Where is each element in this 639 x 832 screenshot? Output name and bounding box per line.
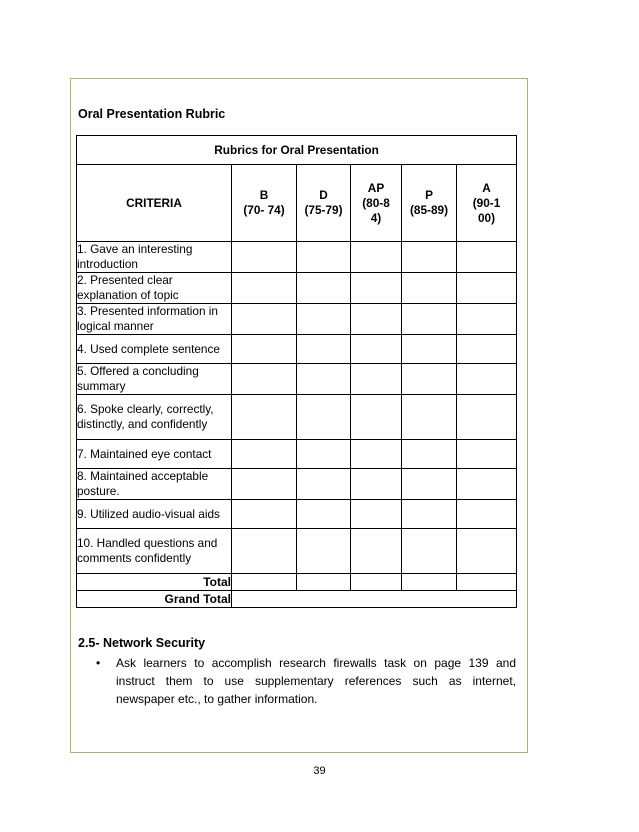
bullet-text: Ask learners to accomplish research firewalls task on page 139 and instruct them to use supplementary references such as internet, newspaper etc., to gather information. xyxy=(116,656,516,706)
score-cell xyxy=(402,500,457,529)
column-header-ap xyxy=(351,165,402,242)
score-cell xyxy=(297,395,351,440)
score-cell xyxy=(402,273,457,304)
score-cell xyxy=(351,395,402,440)
bullet-icon: • xyxy=(96,656,101,670)
column-code: D xyxy=(319,188,328,202)
bullet-item xyxy=(96,654,516,708)
criterion-label: 8. Maintained acceptable posture. xyxy=(77,469,232,500)
score-cell xyxy=(402,469,457,500)
score-cell xyxy=(351,529,402,574)
score-cell xyxy=(351,500,402,529)
score-cell xyxy=(457,364,517,395)
score-cell xyxy=(402,242,457,273)
table-row xyxy=(77,395,517,440)
score-cell xyxy=(457,242,517,273)
page-number: 39 xyxy=(313,765,326,777)
table-caption: Rubrics for Oral Presentation xyxy=(77,136,517,165)
score-cell xyxy=(232,469,297,500)
criterion-label: 3. Presented information in logical manner xyxy=(77,304,232,335)
score-cell xyxy=(297,364,351,395)
score-cell xyxy=(351,242,402,273)
score-cell xyxy=(457,469,517,500)
rubric-table xyxy=(76,135,517,608)
score-cell xyxy=(351,469,402,500)
criterion-label: 7. Maintained eye contact xyxy=(77,440,232,469)
score-cell xyxy=(457,335,517,364)
column-header-b xyxy=(232,165,297,242)
score-cell xyxy=(297,529,351,574)
score-cell xyxy=(297,242,351,273)
score-cell xyxy=(351,304,402,335)
section-heading: Oral Presentation Rubric xyxy=(78,107,226,121)
score-cell xyxy=(232,364,297,395)
score-cell xyxy=(297,500,351,529)
score-cell xyxy=(297,273,351,304)
criterion-label: 9. Utilized audio-visual aids xyxy=(77,500,232,529)
score-cell xyxy=(351,364,402,395)
score-cell xyxy=(457,395,517,440)
score-cell xyxy=(402,574,457,591)
table-row xyxy=(77,335,517,364)
criterion-label: 4. Used complete sentence xyxy=(77,335,232,364)
grand-total-label: Grand Total xyxy=(77,591,232,608)
criterion-label: 5. Offered a concluding summary xyxy=(77,364,232,395)
score-cell xyxy=(297,469,351,500)
score-cell xyxy=(297,335,351,364)
criterion-label: 2. Presented clear explanation of topic xyxy=(77,273,232,304)
score-cell xyxy=(297,574,351,591)
score-cell xyxy=(232,242,297,273)
score-cell xyxy=(457,500,517,529)
score-cell xyxy=(457,273,517,304)
score-cell xyxy=(351,440,402,469)
score-cell xyxy=(232,529,297,574)
score-cell xyxy=(351,273,402,304)
criterion-label: 6. Spoke clearly, correctly, distinctly, and confidently xyxy=(77,395,232,440)
score-cell xyxy=(402,304,457,335)
total-label: Total xyxy=(77,574,232,591)
score-cell xyxy=(402,440,457,469)
table-row xyxy=(77,364,517,395)
column-code: B xyxy=(259,188,269,202)
column-code: AP xyxy=(367,180,385,195)
score-cell xyxy=(232,395,297,440)
score-cell xyxy=(297,304,351,335)
table-row xyxy=(77,304,517,335)
criterion-label: 1. Gave an interesting introduction xyxy=(77,242,232,273)
score-cell xyxy=(457,529,517,574)
column-range: (85-89) xyxy=(409,203,449,217)
score-cell xyxy=(402,364,457,395)
column-header-a xyxy=(457,165,517,242)
table-row xyxy=(77,440,517,469)
score-cell xyxy=(232,574,297,591)
score-cell xyxy=(232,273,297,304)
column-range: (75-79) xyxy=(304,203,343,217)
grand-total-row xyxy=(77,591,517,608)
criterion-label: 10. Handled questions and comments confidently xyxy=(77,529,232,574)
network-security-heading: 2.5- Network Security xyxy=(78,636,206,650)
column-range: (90-100) xyxy=(472,195,501,225)
score-cell xyxy=(457,440,517,469)
criteria-header: CRITERIA xyxy=(77,165,232,242)
column-range: (80-84) xyxy=(362,195,390,225)
table-row xyxy=(77,500,517,529)
score-cell xyxy=(232,304,297,335)
table-row xyxy=(77,273,517,304)
score-cell xyxy=(402,529,457,574)
score-cell xyxy=(232,335,297,364)
total-row xyxy=(77,574,517,591)
score-cell xyxy=(297,440,351,469)
grand-total-cell xyxy=(232,591,517,608)
table-row xyxy=(77,469,517,500)
table-row xyxy=(77,242,517,273)
score-cell xyxy=(232,440,297,469)
score-cell xyxy=(457,304,517,335)
table-row xyxy=(77,529,517,574)
score-cell xyxy=(402,395,457,440)
score-cell xyxy=(232,500,297,529)
score-cell xyxy=(457,574,517,591)
column-header-p xyxy=(402,165,457,242)
column-header-d xyxy=(297,165,351,242)
column-code: A xyxy=(482,180,491,195)
score-cell xyxy=(351,574,402,591)
score-cell xyxy=(402,335,457,364)
column-range: (70- 74) xyxy=(243,203,285,217)
column-code: P xyxy=(425,188,433,202)
score-cell xyxy=(351,335,402,364)
